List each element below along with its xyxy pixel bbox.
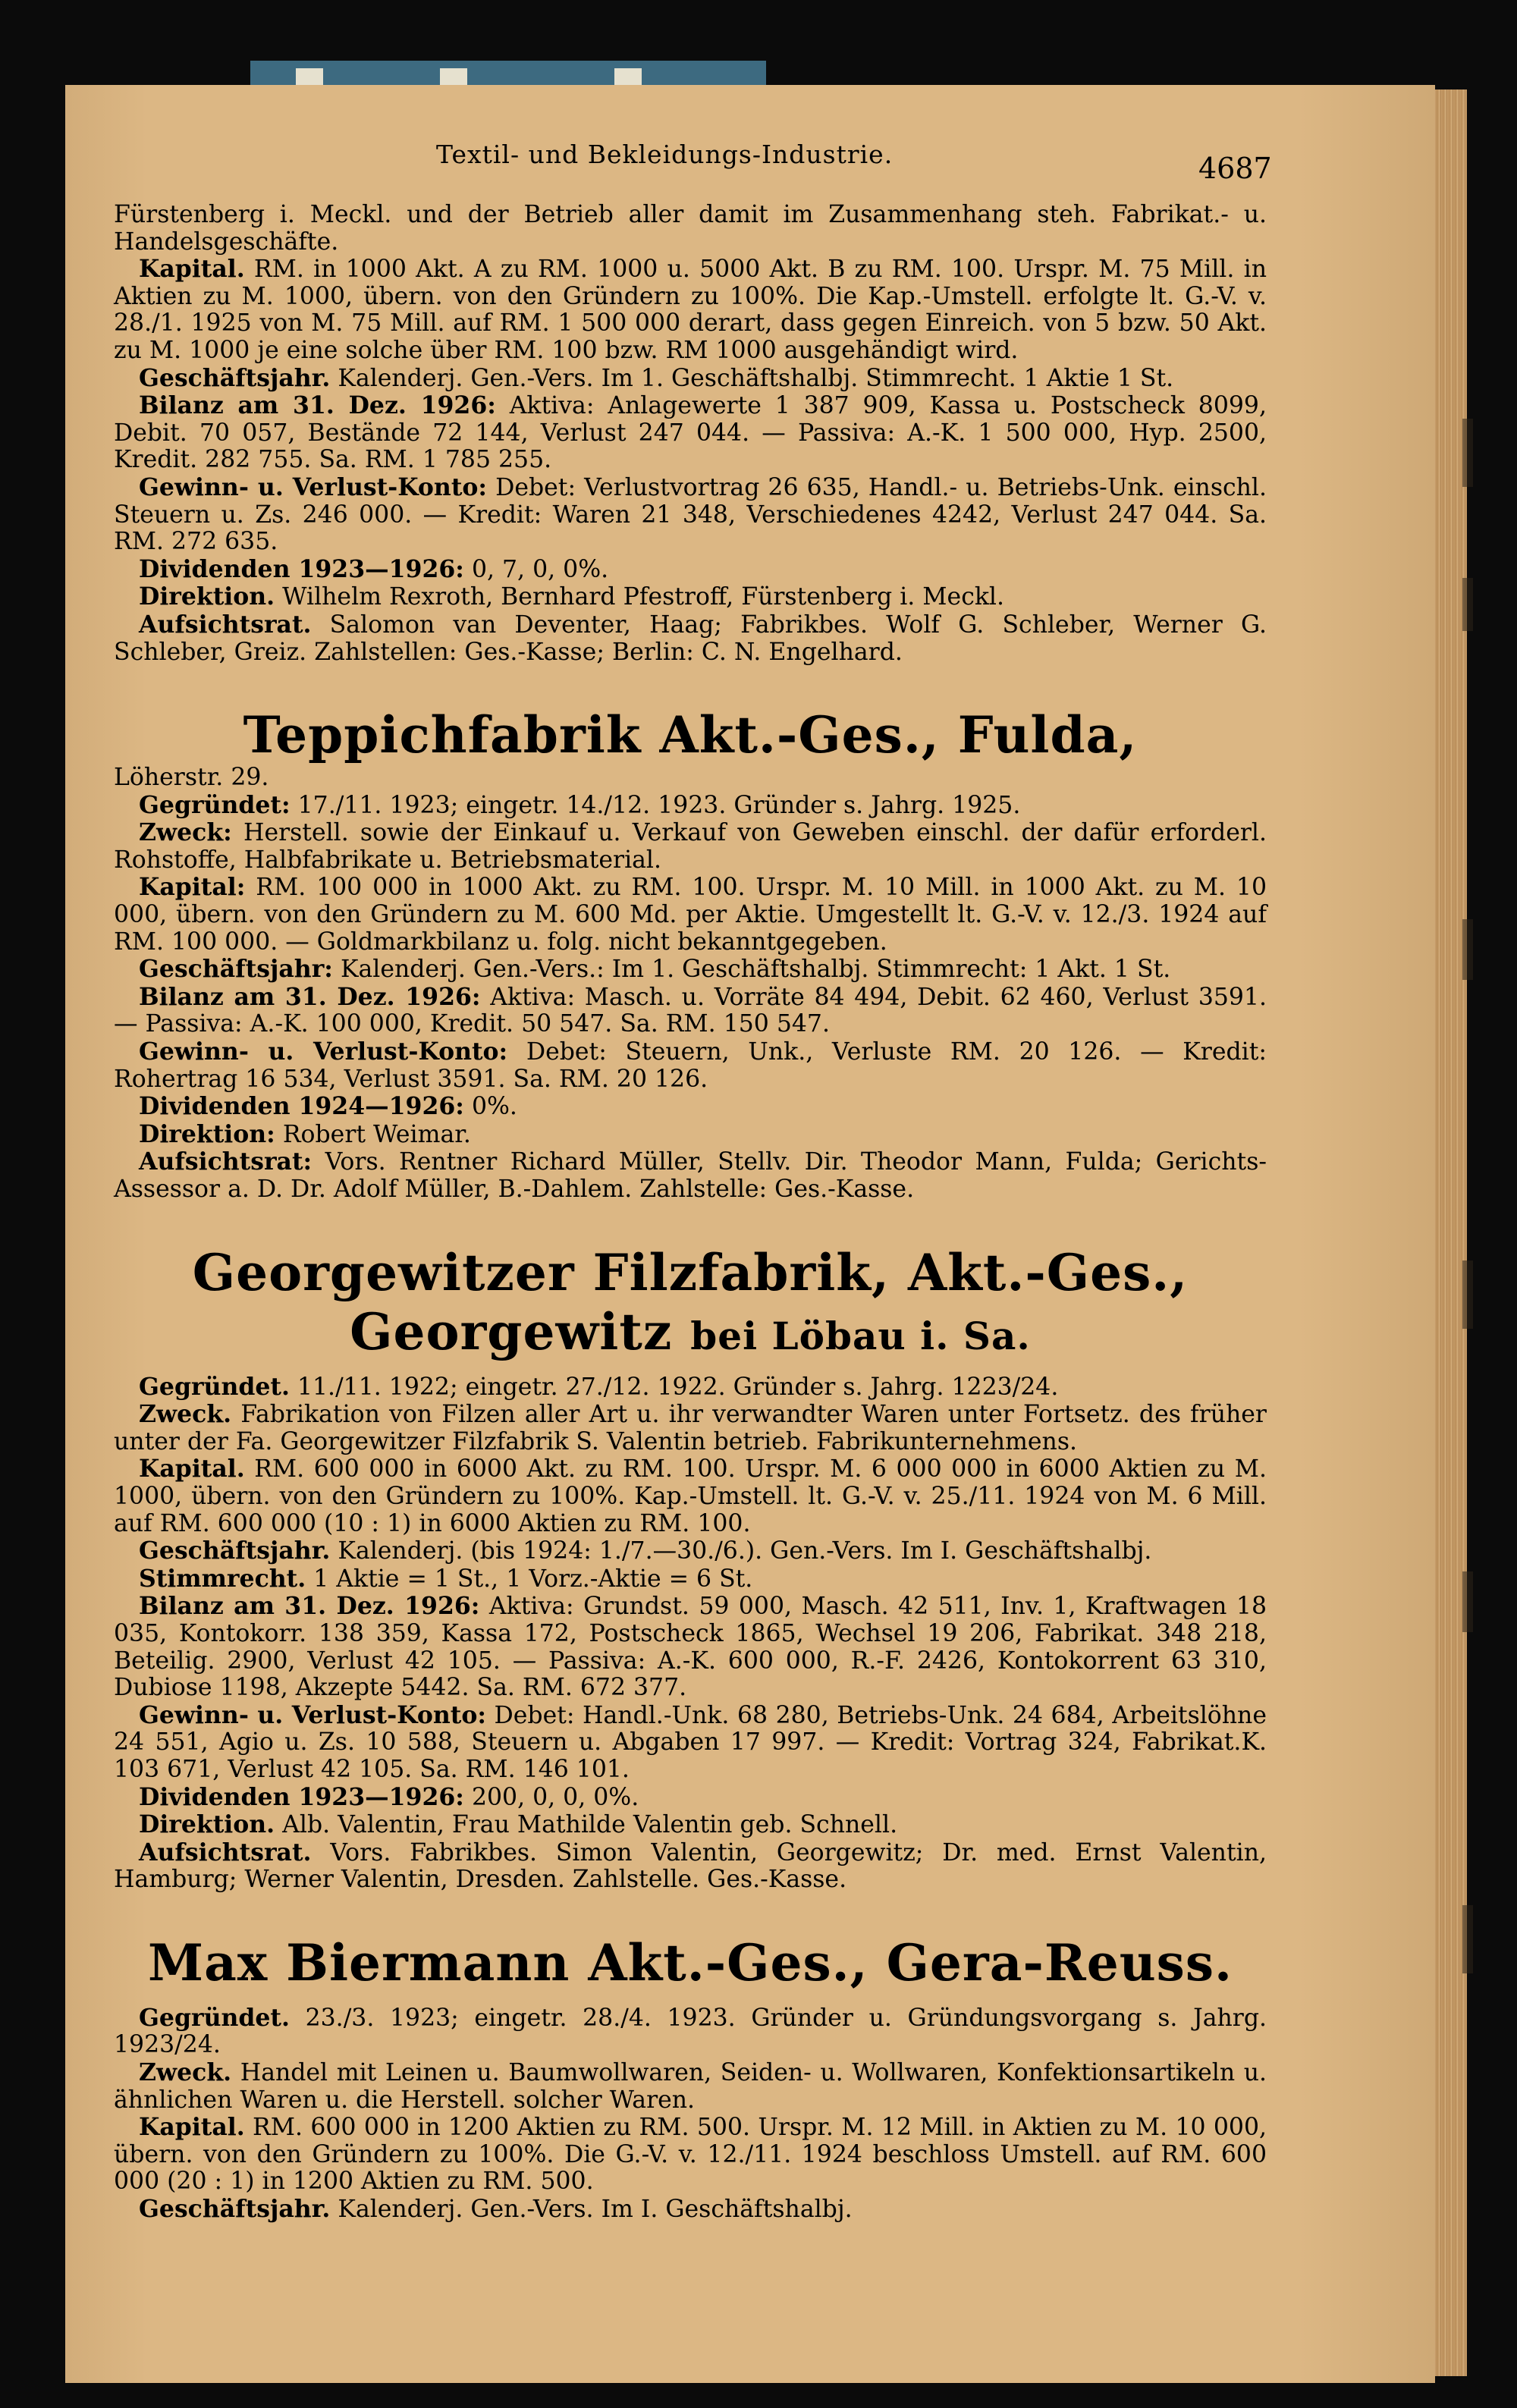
paragraph	[114, 474, 1267, 556]
paragraph-text: 200, 0, 0, 0%.	[471, 1783, 639, 1811]
paragraph	[114, 1148, 1267, 1203]
paragraph-text: Aktiva: Masch. u. Vorräte 84 494, Debit. 62 460, Verlust 3591. — Passiva: A.-K. 100 000, Kredit. 50 547. Sa. RM. 150 547.	[114, 983, 1267, 1038]
paragraph	[114, 1784, 1267, 1812]
paragraph	[114, 1121, 1267, 1149]
paragraph	[114, 1702, 1267, 1784]
paragraph-text: Fabrikation von Filzen aller Art u. ihr verwandter Waren unter Fortsetz. des früher unter der Fa. Georgewitzer Filzfabrik S. Valentin betrieb. Fabrikunternehmens.	[114, 1401, 1267, 1455]
paragraph-label: Gewinn- u. Verlust-Konto:	[139, 472, 488, 501]
paragraph-text: Kalenderj. Gen.-Vers.: Im 1. Geschäftshalbj. Stimmrecht: 1 Akt. 1 St.	[340, 956, 1171, 984]
paragraph	[114, 2005, 1267, 2059]
paragraph	[114, 819, 1267, 874]
paragraph-text: Kalenderj. Gen.-Vers. Im I. Geschäftshalbj.	[338, 2196, 853, 2224]
paragraph-text: Aktiva: Grundst. 59 000, Masch. 42 511, Inv. 1, Kraftwagen 18 035, Kontokorr. 138 359, Kassa 172, Postscheck 1865, Wechsel 19 206, Fabrikat. 348 218, Beteilig. 2900, Verlust 42 105. — Passiva: A.-K. 600 000, R.-F. 2426, Kontokorrent 63 310, Dubiose 1198, Akzepte 5442. Sa. RM. 672 377.	[114, 1593, 1267, 1702]
paragraph-text: 23./3. 1923; eingetr. 28./4. 1923. Gründer u. Gründungsvorgang s. Jahrg. 1923/24.	[114, 2004, 1267, 2059]
paragraph-label: Direktion.	[139, 1810, 275, 1839]
paragraph	[114, 1093, 1267, 1121]
paragraph	[114, 1537, 1267, 1565]
running-header: Textil- und Bekleidungs-Industrie.	[436, 140, 894, 169]
paragraph-label: Bilanz am 31. Dez. 1926:	[139, 982, 481, 1011]
paragraph-label: Geschäftsjahr.	[139, 2195, 331, 2224]
paragraph	[114, 365, 1267, 393]
paragraph-text: RM. 600 000 in 1200 Aktien zu RM. 500. Urspr. M. 12 Mill. in Aktien zu M. 10 000, übern. von den Gründern zu 100%. Die G.-V. v. 12./11. 1924 beschloss Umstell. auf RM. 600 000 (20 : 1) in 1200 Aktien zu RM. 500.	[114, 2114, 1267, 2196]
paragraph-text: Vors. Fabrikbes. Simon Valentin, Georgewitz; Dr. med. Ernst Valentin, Hamburg; Werner Valentin, Dresden. Zahlstelle. Ges.-Kasse.	[114, 1838, 1267, 1894]
company-title: Teppichfabrik Akt.-Ges., Fulda,	[243, 705, 1138, 765]
paragraph-text: Debet: Verlustvortrag 26 635, Handl.- u. Betriebs-Unk. einschl. Steuern u. Zs. 246 000. — Kredit: Waren 21 348, Verschiedenes 4242, Verlust 247 044. Sa. RM. 272 635.	[114, 473, 1267, 556]
page-content	[114, 202, 1267, 2224]
paragraph	[114, 611, 1267, 666]
paragraph	[114, 1811, 1267, 1839]
company-location: bei Löbau i. Sa.	[690, 1313, 1031, 1358]
paragraph-text: Robert Weimar.	[282, 1120, 471, 1148]
paragraph	[114, 874, 1267, 956]
paragraph-label: Geschäftsjahr:	[139, 955, 333, 984]
paragraph-label: Gegründet.	[139, 1372, 290, 1401]
company-title: Max Biermann Akt.-Ges., Gera-Reuss.	[148, 1932, 1233, 1992]
paragraph	[114, 1455, 1267, 1537]
edge-mark	[1462, 578, 1473, 631]
paragraph-label: Kapital.	[139, 2113, 245, 2142]
paragraph-label: Geschäftsjahr.	[139, 363, 331, 392]
paragraph	[114, 1565, 1267, 1593]
paragraph	[114, 583, 1267, 611]
paragraph	[114, 1593, 1267, 1701]
entry-georgewitzer-filzfabrik	[114, 1243, 1267, 1894]
entry-teppichfabrik	[114, 705, 1267, 1204]
paragraph-label: Gegründet.	[139, 2003, 290, 2032]
paragraph	[114, 2114, 1267, 2196]
paragraph-text: Salomon van Deventer, Haag; Fabrikbes. Wolf G. Schleber, Werner G. Schleber, Greiz. Zahlstellen: Ges.-Kasse; Berlin: C. N. Engelhard.	[114, 611, 1267, 666]
paragraph-label: Aufsichtsrat.	[139, 1838, 312, 1866]
paragraph-label: Kapital.	[139, 1455, 245, 1483]
paragraph-label: Direktion:	[139, 1119, 275, 1148]
paragraph-text: Fürstenberg i. Meckl. und der Betrieb aller damit im Zusammenhang steh. Fabrikat.- u. Handelsgeschäfte.	[114, 201, 1267, 256]
paragraph-label: Zweck.	[139, 1400, 232, 1429]
paragraph-text: RM. in 1000 Akt. A zu RM. 1000 u. 5000 Akt. B zu RM. 100. Urspr. M. 75 Mill. in Aktien zu M. 1000, übern. von den Gründern zu 100%. Die Kap.-Umstell. erfolgte lt. G.-V. v. 28./1. 1925 von M. 75 Mill. auf RM. 1 500 000 derart, dass gegen Einreich. von 5 bzw. 50 Akt. zu M. 1000 je eine solche über RM. 100 bzw. RM 1000 ausgehändigt wird.	[114, 256, 1267, 364]
paragraph-text: 11./11. 1922; eingetr. 27./12. 1922. Gründer s. Jahrg. 1223/24.	[297, 1373, 1059, 1401]
paragraph-label: Geschäftsjahr.	[139, 1537, 331, 1565]
paragraph-text: Aktiva: Anlagewerte 1 387 909, Kassa u. Postscheck 8099, Debit. 70 057, Bestände 72 144, Verlust 247 044. — Passiva: A.-K. 1 500 000, Hyp. 2500, Kredit. 282 755. Sa. RM. 1 785 255.	[114, 392, 1267, 474]
paragraph-text: Debet: Handl.-Unk. 68 280, Betriebs-Unk. 24 684, Arbeitslöhne 24 551, Agio u. Zs. 10 588, Steuern u. Abgaben 17 997. — Kredit: Vortrag 324, Fabrikat.K. 103 671, Verlust 42 105. Sa. RM. 146 101.	[114, 1701, 1267, 1783]
paragraph-text: Debet: Steuern, Unk., Verluste RM. 20 126. — Kredit: Rohertrag 16 534, Verlust 3591. Sa. RM. 20 126.	[114, 1038, 1267, 1093]
paragraph	[114, 792, 1267, 820]
paragraph-text: Vors. Rentner Richard Müller, Stellv. Dir. Theodor Mann, Fulda; Gerichts-Assessor a. D. Dr. Adolf Müller, B.-Dahlem. Zahlstelle: Ges.-Kasse.	[114, 1148, 1267, 1203]
paragraph-text: RM. 600 000 in 6000 Akt. zu RM. 100. Urspr. M. 6 000 000 in 6000 Aktien zu M. 1000, übern. von den Gründern zu 100%. Kap.-Umstell. lt. G.-V. v. 25./11. 1924 von M. 6 Mill. auf RM. 600 000 (10 : 1) in 6000 Aktien zu RM. 100.	[114, 1455, 1267, 1537]
paragraph-label: Zweck:	[139, 818, 232, 847]
edge-mark	[1462, 1905, 1473, 1973]
paragraph-label: Aufsichtsrat.	[139, 610, 312, 639]
paragraph-text: 17./11. 1923; eingetr. 14./12. 1923. Gründer s. Jahrg. 1925.	[297, 791, 1021, 819]
paragraph-label: Dividenden 1923—1926:	[139, 1782, 464, 1811]
edge-mark	[1462, 1261, 1473, 1329]
paragraph-label: Stimmrecht.	[139, 1564, 306, 1593]
entry-previous-company	[114, 202, 1267, 666]
paragraph	[114, 392, 1267, 474]
paragraph	[114, 256, 1267, 364]
paragraph-text: Wilhelm Rexroth, Bernhard Pfestroff, Fürstenberg i. Meckl.	[282, 583, 1005, 611]
paragraph	[114, 2059, 1267, 2114]
edge-mark	[1462, 1571, 1473, 1632]
paragraph-label: Kapital:	[139, 873, 246, 902]
paragraph-text: 1 Aktie = 1 St., 1 Vorz.-Aktie = 6 St.	[313, 1565, 753, 1593]
paragraph	[114, 202, 1267, 256]
edge-mark	[1462, 419, 1473, 487]
paragraph-text: 0, 7, 0, 0%.	[471, 555, 609, 583]
paragraph-text: Kalenderj. (bis 1924: 1./7.—30./6.). Gen.-Vers. Im I. Geschäftshalbj.	[338, 1537, 1152, 1565]
page-number: 4687	[1198, 152, 1272, 185]
company-name: Georgewitzer Filzfabrik, Akt.-Ges., Georgewitz	[192, 1242, 1189, 1361]
entry-max-biermann	[114, 1933, 1267, 2224]
paragraph-label: Gegründet:	[139, 790, 291, 819]
edge-mark	[1462, 919, 1473, 980]
company-title	[114, 1243, 1267, 1366]
paragraph	[114, 956, 1267, 984]
paragraph-label: Dividenden 1924—1926:	[139, 1092, 464, 1121]
paragraph	[114, 1839, 1267, 1894]
paragraph	[114, 556, 1267, 584]
paragraph-label: Aufsichtsrat:	[139, 1147, 313, 1176]
company-address: Löherstr. 29.	[114, 764, 269, 792]
paragraph-text: Herstell. sowie der Einkauf u. Verkauf von Geweben einschl. der dafür erforderl. Rohstoffe, Halbfabrikate u. Betriebsmaterial.	[114, 819, 1267, 874]
paragraph-label: Bilanz am 31. Dez. 1926:	[139, 391, 496, 420]
paragraph-text: Kalenderj. Gen.-Vers. Im 1. Geschäftshalbj. Stimmrecht. 1 Aktie 1 St.	[338, 364, 1174, 392]
paragraph-label: Bilanz am 31. Dez. 1926:	[139, 1592, 480, 1621]
paragraph	[114, 1374, 1267, 1402]
paragraph	[114, 1401, 1267, 1455]
paragraph-label: Gewinn- u. Verlust-Konto:	[139, 1038, 508, 1066]
paragraph	[114, 984, 1267, 1038]
paragraph-label: Dividenden 1923—1926:	[139, 554, 464, 583]
paragraph-text: 0%.	[471, 1093, 517, 1121]
paragraph-label: Direktion.	[139, 582, 275, 611]
paragraph	[114, 1038, 1267, 1093]
paragraph-text: RM. 100 000 in 1000 Akt. zu RM. 100. Urspr. M. 10 Mill. in 1000 Akt. zu M. 10 000, übern. von den Gründern zu M. 600 Md. per Aktie. Umgestellt lt. G.-V. v. 12./3. 1924 auf RM. 100 000. — Goldmarkbilanz u. folg. nicht bekanntgegeben.	[114, 874, 1267, 956]
paragraph-text: Alb. Valentin, Frau Mathilde Valentin geb. Schnell.	[282, 1811, 898, 1839]
paragraph-label: Gewinn- u. Verlust-Konto:	[139, 1700, 486, 1729]
paragraph-text: Handel mit Leinen u. Baumwollwaren, Seiden- u. Wollwaren, Konfektionsartikeln u. ähnlichen Waren u. die Herstell. solcher Waren.	[114, 2059, 1267, 2114]
paragraph-label: Kapital.	[139, 255, 245, 284]
paragraph	[114, 2196, 1267, 2224]
paragraph-label: Zweck.	[139, 2058, 232, 2087]
